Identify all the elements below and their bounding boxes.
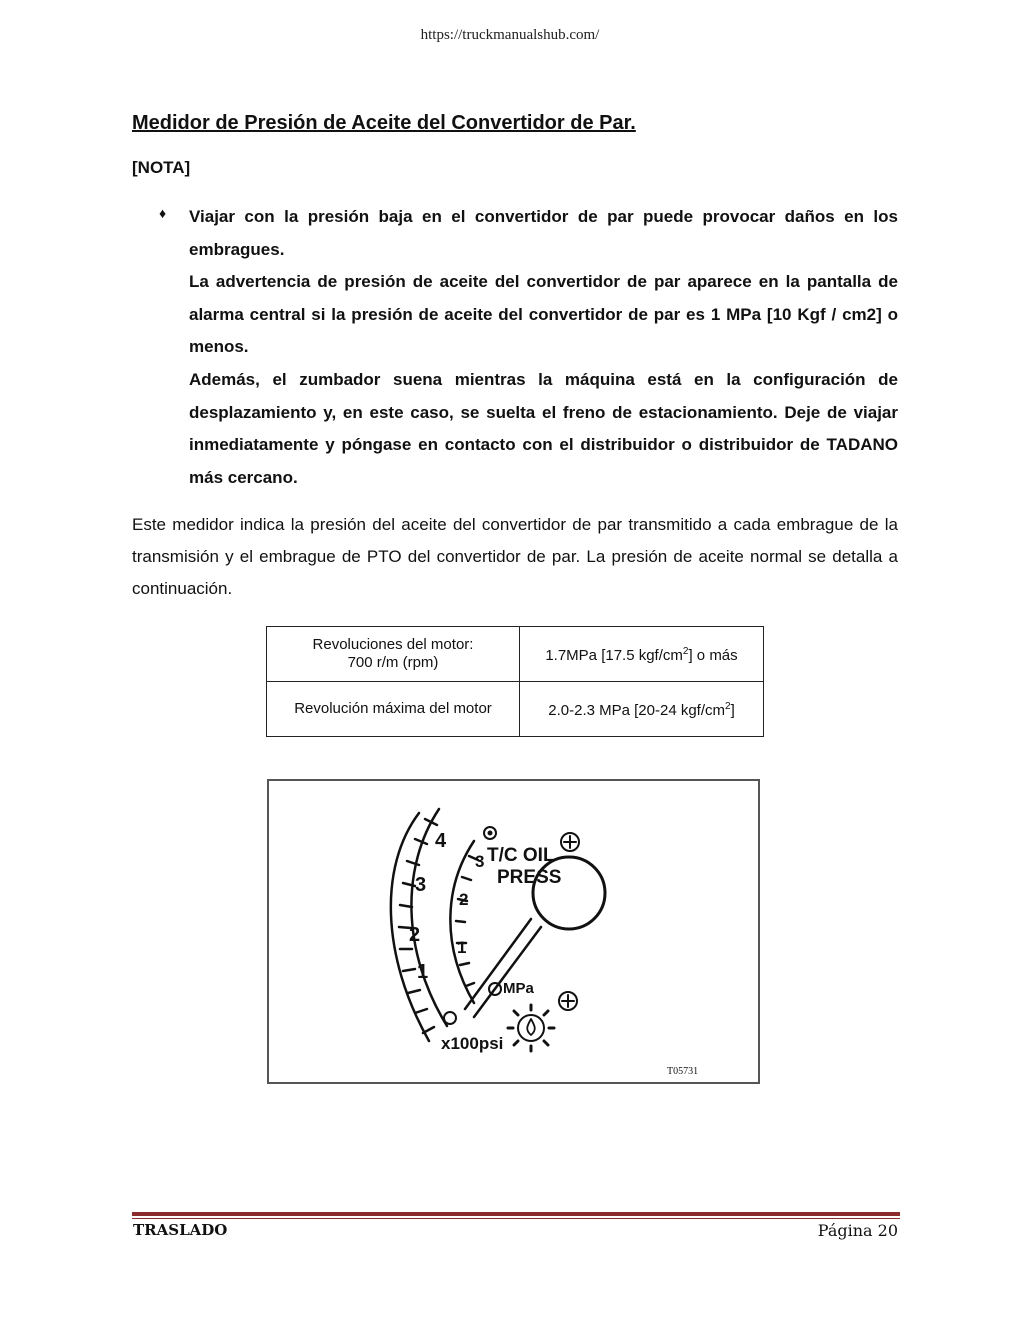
table-cell-condition (267, 627, 520, 682)
footer-section-name: TRASLADO (133, 1221, 228, 1239)
footer-divider (132, 1212, 900, 1216)
inner-scale-label: 1 (457, 938, 467, 957)
footer-divider-thin (132, 1218, 900, 1219)
condition-line: Revoluciones del motor: (312, 636, 474, 653)
gauge-figure (267, 779, 760, 1084)
screw-cross (564, 836, 576, 848)
inner-scale-label: 3 (475, 852, 485, 871)
value-text: ] (730, 702, 735, 719)
source-url: https://truckmanualshub.com/ (420, 27, 600, 43)
condition-line: Revolución máxima del motor (294, 700, 492, 717)
note-label: [NOTA] (132, 158, 191, 177)
oil-drop-icon (527, 1019, 535, 1035)
table-cell-value (520, 682, 764, 737)
diamond-bullet-icon: ♦ (159, 205, 167, 221)
gauge-label-line2: PRESS (497, 867, 562, 888)
value-text: 1.7MPa [17.5 kgf/cm (545, 647, 683, 664)
superscript: 2 (725, 701, 731, 712)
page-number: Página 20 (817, 1221, 898, 1240)
gauge-illustration (269, 781, 758, 1082)
indicator-dot-icon (488, 831, 492, 835)
table-row (267, 682, 764, 737)
value-text: 2.0-2.3 MPa [20-24 kgf/cm (548, 702, 725, 719)
pressure-table (266, 626, 764, 737)
outer-scale-label: 1 (417, 961, 429, 983)
screw-cross (562, 995, 574, 1007)
body-paragraph: Este medidor indica la presión del aceite del convertidor de par transmitido a cada embrague de la transmisión y el embrague de PTO del convertidor de par. La presión de aceite normal se detalla a continuación. (132, 515, 898, 598)
condition-line: 700 r/m (rpm) (347, 654, 439, 671)
note-paragraph-3: Además, el zumbador suena mientras la máquina está en la configuración de desplazamiento y, en este caso, se suelta el freno de estacionamiento. Deje de viajar inmediatamente y póngase en contacto con el distribuidor o distribuidor de TADANO más cercano. (189, 369, 898, 487)
figure-code: T05731 (667, 1066, 699, 1077)
inner-scale-ticks (456, 856, 478, 986)
gear-teeth (508, 1005, 554, 1051)
table-cell-value (520, 627, 764, 682)
note-bullet (132, 201, 898, 494)
outer-scale-label: 2 (409, 924, 421, 946)
outer-scale-label: 4 (435, 830, 447, 852)
table-cell-condition (267, 682, 520, 737)
note-paragraph-1: Viajar con la presión baja en el convertidor de par puede provocar daños en los embragues. (189, 207, 898, 259)
note-paragraph-2: La advertencia de presión de aceite del convertidor de par aparece en la pantalla de alarma central si la presión de aceite del convertidor de par es 1 MPa [10 Kgf / cm2] o menos. (189, 272, 898, 357)
value-text: ] o más (688, 647, 738, 664)
superscript: 2 (682, 646, 689, 657)
unit-inner-label: MPa (503, 980, 534, 997)
unit-outer-label: x100psi (441, 1034, 504, 1053)
table-row (267, 627, 764, 682)
outer-scale-label: 3 (415, 874, 427, 896)
gauge-label-line1: T/C OIL (487, 845, 555, 866)
indicator-dot-icon (444, 1012, 456, 1024)
section-title: Medidor de Presión de Aceite del Convertidor de Par. (132, 112, 636, 134)
inner-scale-label: 2 (459, 890, 469, 909)
gauge-needle (465, 919, 541, 1017)
